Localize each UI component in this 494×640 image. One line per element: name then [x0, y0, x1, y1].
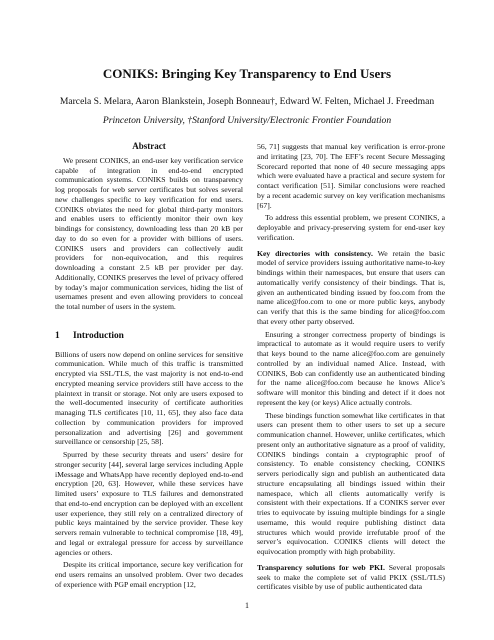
left-column: [55, 142, 243, 593]
intro-paragraph-1: Billions of users now depend on online services for sensitive communication. While much of this traffic is transmitted encrypted via SSL/TLS, the vast majority is not end-to-end encrypted meaning service providers still have access to the plaintext in transit or storage. Not only are users exposed to the well-documented insecurity of certificate authorities managing TLS certificates [10, 11, 65], they also face data collection by communication providers for improved personalization and advertising [26] and government surveillance or censorship [25, 58].: [55, 349, 243, 447]
right-column: [257, 142, 445, 595]
transparency-paragraph: [257, 563, 445, 592]
key-directories-paragraph: [257, 249, 445, 327]
section-number: 1: [55, 330, 60, 341]
intro-continuation: 56, 71] suggests that manual key verification is error-prone and irritating [23, 70]. The EFF’s recent Secure Messaging Scorecard reported that none of 40 secure messaging apps which were evaluated have a practical and secure system for contact verification [51]. Similar conclusions were reached by a recent academic survey on key verification mechanisms [67].: [257, 142, 445, 210]
paper-title: CONIKS: Bringing Key Transparency to End Users: [102, 66, 392, 81]
abstract-heading: Abstract: [132, 141, 166, 151]
bindings-paragraph: These bindings function somewhat like certificates in that users can present them to other users to set up a secure communication channel. However, unlike certificates, which present only an authoritative signature as a proof of validity, CONIKS bindings contain a cryptographic proof of consistency. To enable consistency checking, CONIKS servers periodically sign and publish an authenticated data structure encapsulating all bindings issued within their namespace, which all clients automatically verify is consistent with their expectations. If a CONIKS server ever tries to equivocate by issuing multiple bindings for a single username, this would require publishing distinct data structures which would provide irrefutable proof of the server’s equivocation. CONIKS clients will detect the equivocation promptly with high probability.: [257, 410, 445, 556]
page-number: 1: [245, 601, 249, 610]
abstract-section: [55, 142, 243, 312]
affiliation-line: Princeton University, †Stanford University/Electronic Frontier Foundation: [102, 115, 392, 126]
section-heading-introduction: [55, 332, 243, 342]
transparency-text: Several proposals seek to make the complete set of valid PKIX (SSL/TLS) certificates visible by use of public authenticated data: [257, 562, 445, 592]
intro-paragraph-2: Spurred by these security threats and users’ desire for stronger security [44], several large services including Apple iMessage and WhatsApp have recently deployed end-to-end encryption [20, 63]. However, while these services have limited users’ exposure to TLS failures and demonstrated that end-to-end encryption can be deployed with an excellent user experience, they still rely on a centralized directory of public keys maintained by the service provider. These key servers remain vulnerable to technical compromise [18, 49], and legal or extralegal pressure for access by surveillance agencies or others.: [55, 450, 243, 557]
author-list: Marcela S. Melara, Aaron Blankstein, Joseph Bonneau†, Edward W. Felten, Michael J. Freedman: [59, 96, 435, 107]
abstract-paragraph: We present CONIKS, an end-user key verification service capable of integration in end-to-end encrypted communication systems. CONIKS builds on transparency log proposals for web server certificates but solves several new challenges specific to key verification for end users. CONIKS obviates the need for global third-party monitors and enables users to efficiently monitor their own key bindings for consistency, downloading less than 20 kB per day to do so even for a provider with billions of users. CONIKS users and providers can collectively audit providers for non-equivocation, and this requires downloading a constant 2.5 kB per provider per day. Additionally, CONIKS preserves the level of privacy offered by today’s major communication services, hiding the list of usernames present and even allowing providers to conceal the total number of users in the system.: [55, 155, 243, 311]
correctness-paragraph: Ensuring a stronger correctness property of bindings is impractical to automate as it would require users to verify that keys bound to the name alice@foo.com are genuinely controlled by an individual named Alice. Instead, with CONIKS, Bob can confidently use an authenticated binding for the name alice@foo.com because he knows Alice’s software will monitor this binding and detect if it does not represent the key (or keys) Alice actually controls.: [257, 329, 445, 407]
section-title: Introduction: [73, 330, 124, 341]
intro-paragraph-3: Despite its critical importance, secure key verification for end users remains an unsolved problem. Over two decades of experience with PGP email encryption [12,: [55, 560, 243, 589]
intro-paragraph-4: To address this essential problem, we present CONIKS, a deployable and privacy-preserving system for end-user key verification.: [257, 213, 445, 242]
paragraph-lead-transparency: Transparency solutions for web PKI.: [257, 562, 385, 572]
paragraph-lead-key-directories: Key directories with consistency.: [257, 248, 373, 258]
key-directories-text: We retain the basic model of service providers issuing authoritative name-to-key bindings within their namespaces, but ensure that users can automatically verify consistency of their bindings. That is, given an authenticated binding issued by foo.com from the name alice@foo.com to one or more public keys, anybody can verify that this is the same binding for alice@foo.com that every other party observed.: [257, 248, 445, 326]
